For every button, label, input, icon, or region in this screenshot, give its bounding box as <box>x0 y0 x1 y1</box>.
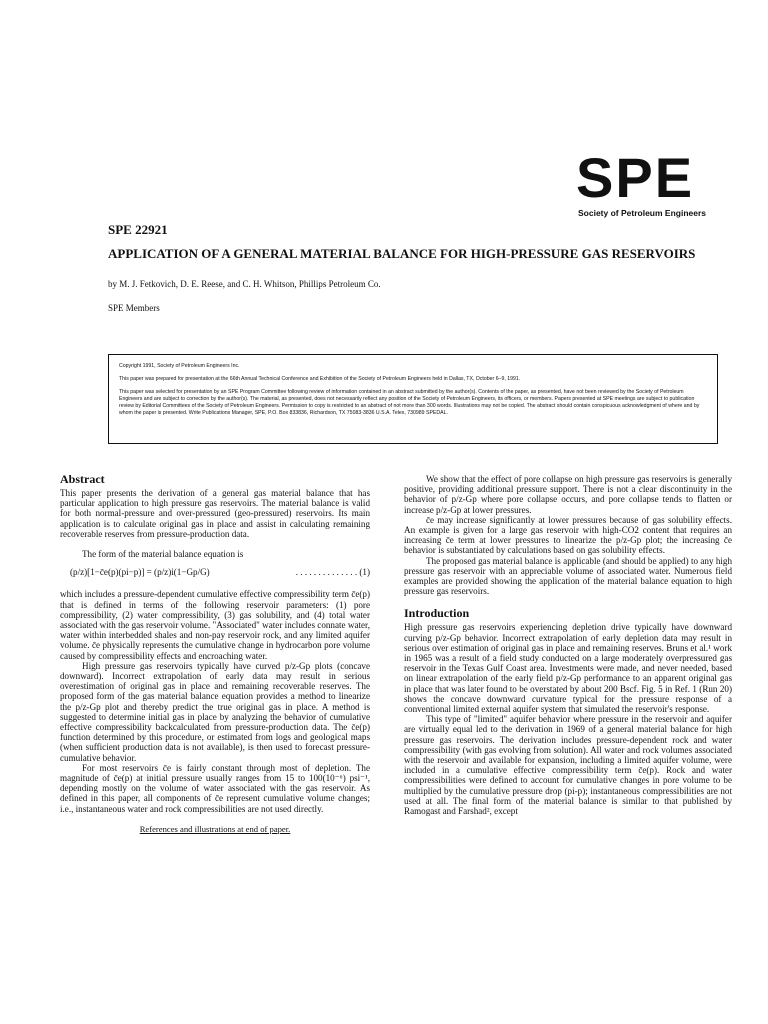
abstract-paragraph: For most reservoirs c̄e is fairly constant through most of depletion. The magnitude of c̄e(p) at initial pressure usually ranges from 15 to 100(10⁻⁶) psi⁻¹, depending mostly on the volume of water associated with the gas reservoir. As defined in this paper, all components of c̄e represent cumulative volume changes; i.e., instantaneous water and rock compressibilities are not used directly. <box>60 762 370 814</box>
body-paragraph: High pressure gas reservoirs experiencing depletion drive typically have downward curving p/z-Gp behavior. Incorrect extrapolation of early depletion data may result in serious over estimation of original gas in place and remaining reserves. Bruns et al.¹ work in 1965 was a result of a field study conducted on a large moderately overpressured gas reservoir in the Texas Gulf Coast area. Investments were made, and never needed, based on linear extrapolation of the early field p/z-Gp performance to an apparent original gas in place that was later found to be overstated by about 200 Bscf. Fig. 5 in Ref. 1 (Run 20) shows the concave downward curvature typical for the pressure response of a conventional limited external aquifer system that simulated the reservoir's response. <box>404 622 732 715</box>
membership-line: SPE Members <box>108 303 160 313</box>
body-paragraph: We show that the effect of pore collapse on high pressure gas reservoirs is generally positive, providing additional pressure support. There is not a clear discontinuity in the behavior of p/z-Gp where pore collapse occurs, and pore collapse tends to flatten or increase p/z-Gp at lower pressures. <box>404 474 732 515</box>
authors-line: by M. J. Fetkovich, D. E. Reese, and C. H. Whitson, Phillips Petroleum Co. <box>108 279 381 289</box>
body-paragraph: This type of "limited" aquifer behavior where pressure in the reservoir and aquifer are virtually equal led to the derivation in 1969 of a general material balance for high pressure gas reservoirs. The derivation includes pressure-dependent rock and water compressibility (with gas evolving from solution). All water and rock volumes associated with the reservoir and available for expansion, including a limited aquifer volume, were included in a cumulative effective compressibility term c̄e(p). Rock and water compressibilities were defined to account for cumulative changes in pore volume to be multiplied by the cumulative pressure drop (pi-p); instantaneous compressibilities are not used at all. The final form of the material balance is similar to that published by Ramogast and Farshad², except <box>404 714 732 817</box>
right-column <box>404 474 732 816</box>
logo-mark: SPE <box>576 146 695 209</box>
copyright-line: Copyright 1991, Society of Petroleum Engineers Inc. <box>119 363 240 369</box>
references-note: References and illustrations at end of paper. <box>139 823 291 834</box>
presentation-line: This paper was prepared for presentation at the 66th Annual Technical Conference and Exhibition of the Society of Petroleum Engineers held in Dallas, TX, October 6–9, 1991. <box>119 376 521 382</box>
paper-title: APPLICATION OF A GENERAL MATERIAL BALANCE FOR HIGH-PRESSURE GAS RESERVOIRS <box>108 246 696 261</box>
left-column <box>60 472 370 834</box>
body-paragraph: The proposed gas material balance is applicable (and should be applied) to any high pressure gas reservoir with an appreciable volume of associated water. Numerous field examples are provided showing the application of the material balance equation to high pressure gas reservoirs. <box>404 555 732 597</box>
spe-logo <box>576 146 726 218</box>
paper-number: SPE 22921 <box>108 222 168 237</box>
equation-number: . . . . . . . . . . . . . . (1) <box>295 567 370 578</box>
abstract-heading: Abstract <box>60 472 105 486</box>
introduction-heading: Introduction <box>404 606 470 621</box>
abstract-paragraph: which includes a pressure-dependent cumulative effective compressibility term c̄e(p) that is defined in terms of the following reservoir parameters: (1) pore compressibility, (2) water compressibility, (3) gas solubility, and (4) total water associated with the gas reservoir volume. "Associated" water includes connate water, water within interbedded shales and non-pay reservoir rock, and any limited aquifer volume. c̄e physically represents the cumulative change in hydrocarbon pore volume caused by compressibility effects and encroaching water. <box>60 589 370 661</box>
abstract-paragraph: This paper presents the derivation of a general gas material balance that has particular application to high pressure gas reservoirs. The material balance is valid for both normal-pressure and over-pressured (geo-pressured) reservoirs. Its main application is to calculate original gas in place and assist in calculating remaining recoverable reserves from pressure-production data. <box>60 488 370 539</box>
copyright-box <box>108 354 718 444</box>
body-paragraph: c̄e may increase significantly at lower pressures because of gas solubility effects. An example is given for a large gas reservoir with high-CO2 content that requires an increasing c̄e term at lower pressures to linearize the p/z-Gp plot; the increasing c̄e behavior is substantiated by calculations based on gas solubility effects. <box>404 514 732 556</box>
equation-1 <box>70 567 370 577</box>
equation-text: (p/z)[1−c̄e(p)(pi−p)] = (p/z)i(1−Gp/G) <box>70 567 210 578</box>
abstract-paragraph: High pressure gas reservoirs typically have curved p/z-Gp plots (concave downward). Incorrect extrapolation of early data may result in serious overestimation of original gas in place and remaining recoverable reserves. The proposed form of the gas material balance equation provides a method to linearize the p/z-Gp plot and thereby predict the true original gas in place. A method is suggested to determine initial gas in place by analyzing the behavior of cumulative effective compressibility backcalculated from pressure-production data. The c̄e(p) function determined by this procedure, or estimated from logs and geological maps (when sufficient production data is not available), is then used to forecast pressure-cumulative behavior. <box>60 660 370 763</box>
abstract-paragraph: The form of the material balance equation is <box>82 549 244 560</box>
logo-society-name: Society of Petroleum Engineers <box>578 208 707 218</box>
permission-notice: This paper was selected for presentation by an SPE Program Committee following review of information contained in an abstract submitted by the author(s). Contents of the paper, as presented, have not been reviewed by the Society of Petroleum Engineers and are subject to correction by the author(s). The material, as presented, does not necessarily reflect any position of the Society of Petroleum Engineers, its officers, or members. Papers presented at SPE meetings are subject to publication review by Editorial Committees of the Society of Petroleum Engineers. Permission to copy is restricted to an abstract of not more than 300 words. Illustrations may not be copied. The abstract should contain conspicuous acknowledgment of where and by whom the paper is presented. Write Publications Manager, SPE, P.O. Box 833836, Richardson, TX 75083-3836 U.S.A. Telex, 730989 SPEDAL. <box>119 389 700 416</box>
